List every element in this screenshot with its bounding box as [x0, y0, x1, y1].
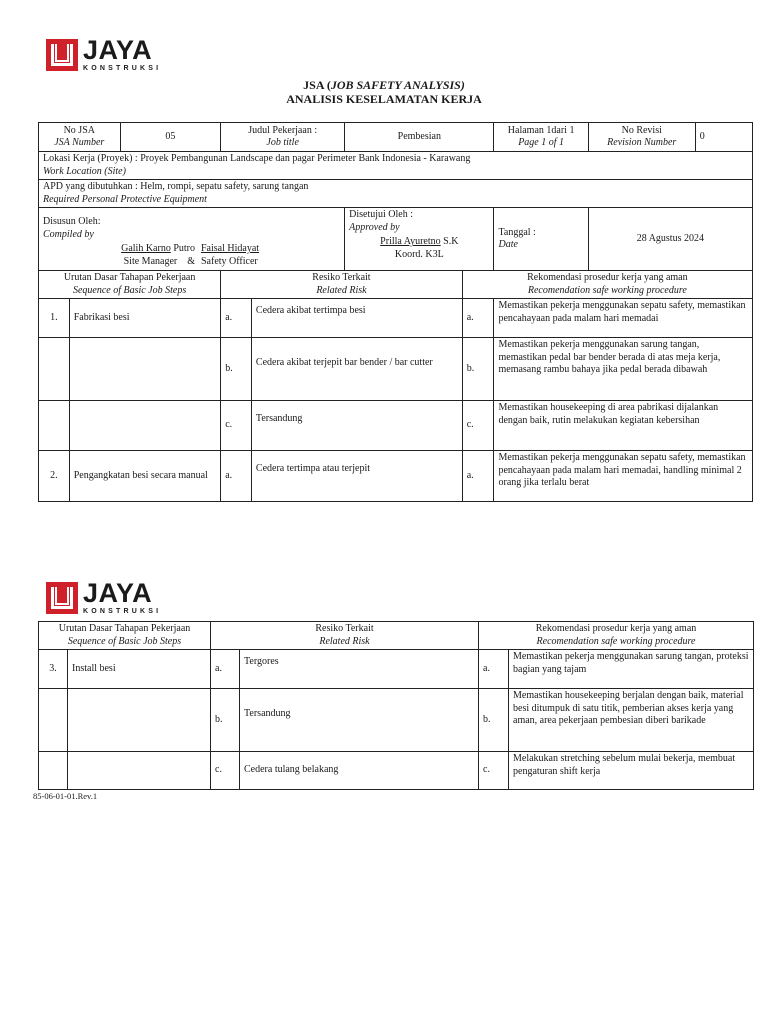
risk-letter: a. [221, 299, 252, 338]
jaya-logo-icon [45, 581, 79, 615]
company-logo [45, 37, 161, 72]
risk-text: Cedera tulang belakang [240, 752, 479, 790]
recommendation-text: Memastikan housekeeping berjalan dengan baik, material besi ditumpuk di satu titik, pemberian akses kerja yang aman, area pekerjaan pembesian diberi barikade [509, 689, 754, 752]
compiled-by: Disusun Oleh: Compiled by Galih Karno Putro Site Manager & Faisal Hidayat Safety Officer [39, 208, 345, 271]
recommendation-letter: a. [462, 451, 494, 502]
compiler-1: Galih Karno Putro Site Manager & [121, 243, 195, 267]
jsa-table-page2 [38, 621, 754, 790]
step-text [68, 752, 211, 790]
jaya-logo-icon [45, 38, 79, 72]
risk-text: Cedera tertimpa atau terjepit [251, 451, 462, 502]
recommendation-letter: c. [462, 401, 494, 451]
recommendation-letter: b. [479, 689, 509, 752]
recommendation-text: Memastikan pekerja menggunakan sarung tangan, proteksi bagian yang tajam [509, 650, 754, 689]
risk-text: Tergores [240, 650, 479, 689]
step-text: Pengangkatan besi secara manual [69, 451, 220, 502]
recommendation-text: Memastikan pekerja menggunakan sepatu safety, memastikan pencahayaan pada malam hari memadai, handling minimal 2 orang jika terlalu berat [494, 451, 753, 502]
jsa-number-label: No JSA JSA Number [39, 123, 121, 152]
header-steps: Urutan Dasar Tahapan Pekerjaan Sequence of Basic Job Steps [39, 271, 221, 299]
risk-text: Cedera akibat tertimpa besi [251, 299, 462, 338]
logo-wordmark: JAYA [83, 35, 153, 65]
recommendation-letter: a. [462, 299, 494, 338]
revision-label: No Revisi Revision Number [588, 123, 695, 152]
step-number: 2. [39, 451, 70, 502]
risk-text: Tersandung [240, 689, 479, 752]
step-number [39, 752, 68, 790]
header-recommendation: Rekomendasi prosedur kerja yang aman Recomendation safe working procedure [462, 271, 752, 299]
job-title-label: Judul Pekerjaan : Job title [221, 123, 345, 152]
step-number [39, 401, 70, 451]
logo-subtitle: KONSTRUKSI [83, 608, 162, 615]
table-row [39, 451, 753, 502]
jsa-number-value: 05 [120, 123, 221, 152]
header-recommendation: Rekomendasi prosedur kerja yang aman Recomendation safe working procedure [479, 622, 754, 650]
recommendation-text: Memastikan pekerja menggunakan sarung tangan, memastikan pedal bar bender berada di atas meja kerja, memasang rambu bahaya jika pedal berada dibawah [494, 338, 753, 401]
table-row [39, 401, 753, 451]
risk-text: Tersandung [251, 401, 462, 451]
risk-letter: c. [211, 752, 240, 790]
company-logo [45, 580, 161, 615]
step-text [69, 401, 220, 451]
document-subtitle: ANALISIS KESELAMATAN KERJA [286, 92, 482, 106]
column-headers [39, 622, 754, 650]
required-ppe: APD yang dibutuhkan : Helm, rompi, sepatu safety, sarung tangan Required Personal Protective Equipment [39, 180, 753, 208]
risk-letter: b. [211, 689, 240, 752]
compiler-2: Faisal Hidayat Safety Officer [201, 243, 260, 267]
table-row [39, 299, 753, 338]
job-title-value: Pembesian [345, 123, 494, 152]
recommendation-letter: b. [462, 338, 494, 401]
date-label: Tanggal : Date [494, 208, 588, 271]
recommendation-text: Memastikan housekeeping di area pabrikasi dijalankan dengan baik, rutin melakukan kegiatan kebersihan [494, 401, 753, 451]
step-number [39, 338, 70, 401]
step-text: Install besi [68, 650, 211, 689]
date-value: 28 Agustus 2024 [588, 208, 752, 271]
risk-letter: a. [221, 451, 252, 502]
logo-subtitle: KONSTRUKSI [83, 65, 162, 72]
header-steps: Urutan Dasar Tahapan Pekerjaan Sequence of Basic Job Steps [39, 622, 211, 650]
page-label: Halaman 1dari 1 Page 1 of 1 [494, 123, 588, 152]
recommendation-letter: c. [479, 752, 509, 790]
recommendation-text: Memastikan pekerja menggunakan sepatu safety, memastikan pencahayaan pada malam hari memadai [494, 299, 753, 338]
header-risk: Resiko Terkait Related Risk [221, 271, 463, 299]
column-headers [39, 271, 753, 299]
table-row [39, 650, 754, 689]
document-title: JSA (JOB SAFETY ANALYSIS) [303, 78, 465, 92]
table-row [39, 338, 753, 401]
approved-by: Disetujui Oleh : Approved by Prilla Ayuretno S.K Koord. K3L [345, 208, 494, 271]
risk-letter: a. [211, 650, 240, 689]
table-row [39, 752, 754, 790]
work-location: Lokasi Kerja (Proyek) : Proyek Pembangunan Landscape dan pagar Perimeter Bank Indonesia - Karawang Work Location (Site) [39, 152, 753, 180]
risk-letter: b. [221, 338, 252, 401]
step-text: Fabrikasi besi [69, 299, 220, 338]
logo-wordmark: JAYA [83, 578, 153, 608]
step-number [39, 689, 68, 752]
risk-letter: c. [221, 401, 252, 451]
step-text [69, 338, 220, 401]
step-number: 3. [39, 650, 68, 689]
step-text [68, 689, 211, 752]
revision-value: 0 [695, 123, 752, 152]
jsa-table-page1 [38, 122, 753, 502]
step-number: 1. [39, 299, 70, 338]
table-row [39, 689, 754, 752]
risk-text: Cedera akibat terjepit bar bender / bar cutter [251, 338, 462, 401]
form-code: 85-06-01-01.Rev.1 [33, 791, 98, 801]
recommendation-letter: a. [479, 650, 509, 689]
header-risk: Resiko Terkait Related Risk [211, 622, 479, 650]
recommendation-text: Melakukan stretching sebelum mulai bekerja, membuat pengaturan shift kerja [509, 752, 754, 790]
